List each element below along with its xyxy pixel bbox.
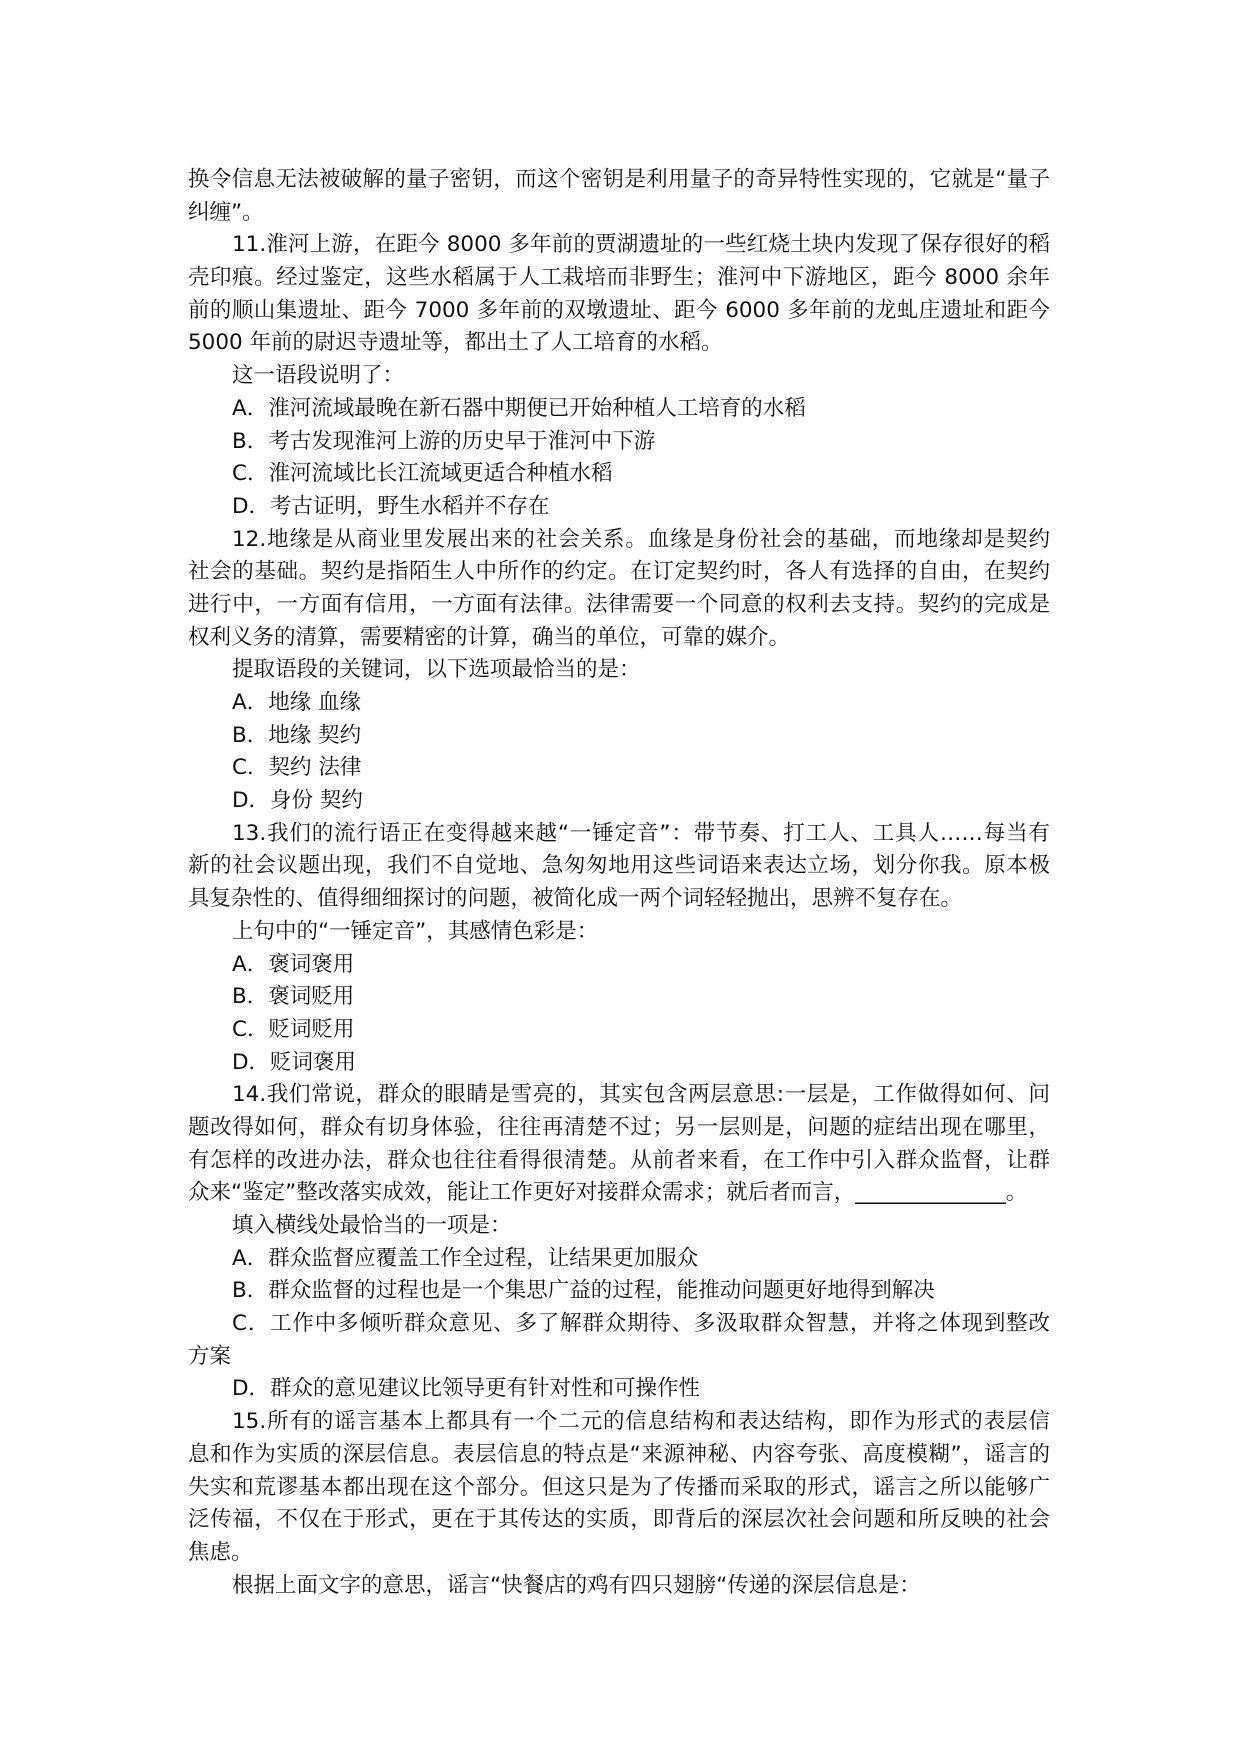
- text-line: B．褒词贬用: [232, 984, 355, 1010]
- text-line: 壳印痕。经过鉴定，这些水稻属于人工栽培而非野生；淮河中下游地区，距今 8000 余年: [188, 265, 1050, 291]
- text-line: 上句中的“一锤定音”，其感情色彩是：: [232, 918, 599, 944]
- text-line: 众来“鉴定”整改落实成效，能让工作更好对接群众需求；就后者而言，______________。: [188, 1180, 1028, 1206]
- text-line: 失实和荒谬基本都出现在这个部分。但这只是为了传播而采取的形式，谣言之所以能够广: [188, 1474, 1050, 1500]
- text-line: 社会的基础。契约是指陌生人中所作的约定。在订定契约时，各人有选择的自由，在契约: [188, 559, 1050, 585]
- paragraph: [188, 916, 1050, 949]
- paragraph: [188, 1308, 1050, 1373]
- text-line: 15.所有的谣言基本上都具有一个二元的信息结构和表达结构，即作为形式的表层信: [232, 1409, 1050, 1435]
- paragraph: [188, 1047, 1050, 1080]
- paragraph: [188, 360, 1050, 393]
- paragraph: [188, 1210, 1050, 1243]
- paragraph: [188, 524, 1050, 655]
- text-line: 有怎样的改进办法，群众也往往看得很清楚。从前者来看，在工作中引入群众监督，让群: [188, 1147, 1050, 1173]
- paragraph: [188, 949, 1050, 982]
- text-line: 11.淮河上游，在距今 8000 多年前的贾湖遗址的一些红烧土块内发现了保存很好的稻: [232, 232, 1050, 258]
- text-line: C．契约 法律: [232, 755, 362, 781]
- text-line: 前的顺山集遗址、距今 7000 多年前的双墩遗址、距今 6000 多年前的龙虬庄遗址和距今: [188, 297, 1050, 323]
- text-line: 息和作为实质的深层信息。表层信息的特点是“来源神秘、内容夸张、高度模糊”，谣言的: [188, 1441, 1050, 1467]
- text-line: 焦虑。: [188, 1539, 253, 1565]
- paragraph: [188, 164, 1050, 229]
- text-line: B．地缘 契约: [232, 722, 362, 748]
- paragraph: [188, 1014, 1050, 1047]
- text-line: 新的社会议题出现，我们不自觉地、急匆匆地用这些词语来表达立场，划分你我。原本极: [188, 853, 1050, 879]
- document-page: [188, 164, 1050, 1602]
- paragraph: [188, 491, 1050, 524]
- paragraph: [188, 229, 1050, 360]
- text-line: B．群众监督的过程也是一个集思广益的过程，能推动问题更好地得到解决: [232, 1278, 935, 1304]
- paragraph: [188, 1243, 1050, 1276]
- text-line: 根据上面文字的意思，谣言“快餐店的鸡有四只翅膀“传递的深层信息是：: [232, 1572, 921, 1598]
- paragraph: [188, 426, 1050, 459]
- text-line: B．考古发现淮河上游的历史早于淮河中下游: [232, 428, 656, 454]
- text-line: 5000 年前的尉迟寺遗址等，都出土了人工培育的水稻。: [188, 330, 723, 356]
- text-line: D．考古证明，野生水稻并不存在: [232, 493, 550, 519]
- text-line: 这一语段说明了：: [232, 363, 405, 389]
- paragraph: [188, 752, 1050, 785]
- paragraph: [188, 654, 1050, 687]
- text-line: 13.我们的流行语正在变得越来越“一锤定音”：带节奏、打工人、工具人……每当有: [232, 820, 1050, 846]
- paragraph: [188, 393, 1050, 426]
- text-line: 提取语段的关键词，以下选项最恰当的是：: [232, 657, 641, 683]
- text-line: A．褒词褒用: [232, 951, 355, 977]
- text-line: 具复杂性的、值得细细探讨的问题，被简化成一两个词轻轻抛出，思辨不复存在。: [188, 886, 963, 912]
- text-line: 题改得如何，群众有切身体验，往往再清楚不过；另一层则是，问题的症结出现在哪里，: [188, 1114, 1050, 1140]
- paragraph: [188, 687, 1050, 720]
- text-line: D．贬词褒用: [232, 1049, 357, 1075]
- text-line: C．贬词贬用: [232, 1016, 355, 1042]
- text-line: 权利义务的清算，需要精密的计算，确当的单位，可靠的媒介。: [188, 624, 791, 650]
- paragraph: [188, 1079, 1050, 1210]
- text-line: A．淮河流域最晚在新石器中期便已开始种植人工培育的水稻: [232, 395, 806, 421]
- paragraph: [188, 981, 1050, 1014]
- text-line: C．工作中多倾听群众意见、多了解群众期待、多汲取群众智慧，并将之体现到整改: [232, 1311, 1050, 1337]
- text-line: D．身份 契约: [232, 788, 363, 814]
- text-line: 方案: [188, 1343, 232, 1369]
- text-line: A．群众监督应覆盖工作全过程，让结果更加服众: [232, 1245, 699, 1271]
- paragraph: [188, 1373, 1050, 1406]
- paragraph: [188, 818, 1050, 916]
- paragraph: [188, 720, 1050, 753]
- text-line: 泛传福，不仅在于形式，更在于其传达的实质，即背后的深层次社会问题和所反映的社会: [188, 1507, 1050, 1533]
- text-line: 换令信息无法被破解的量子密钥，而这个密钥是利用量子的奇异特性实现的，它就是“量子: [188, 167, 1050, 192]
- text-line: D．群众的意见建议比领导更有针对性和可操作性: [232, 1376, 701, 1402]
- paragraph: [188, 1570, 1050, 1603]
- text-line: A．地缘 血缘: [232, 690, 362, 715]
- text-line: C．淮河流域比长江流域更适合种植水稻: [232, 461, 613, 487]
- paragraph: [188, 1406, 1050, 1569]
- text-line: 进行中，一方面有信用，一方面有法律。法律需要一个同意的权利去支持。契约的完成是: [188, 591, 1050, 617]
- text-line: 纠缠”。: [188, 199, 264, 225]
- paragraph: [188, 458, 1050, 491]
- text-line: 14.我们常说，群众的眼睛是雪亮的，其实包含两层意思:一层是，工作做得如何、问: [232, 1082, 1050, 1108]
- paragraph: [188, 785, 1050, 818]
- text-line: 填入横线处最恰当的一项是：: [232, 1213, 512, 1238]
- text-line: 12.地缘是从商业里发展出来的社会关系。血缘是身份社会的基础，而地缘却是契约: [232, 526, 1050, 552]
- paragraph: [188, 1275, 1050, 1308]
